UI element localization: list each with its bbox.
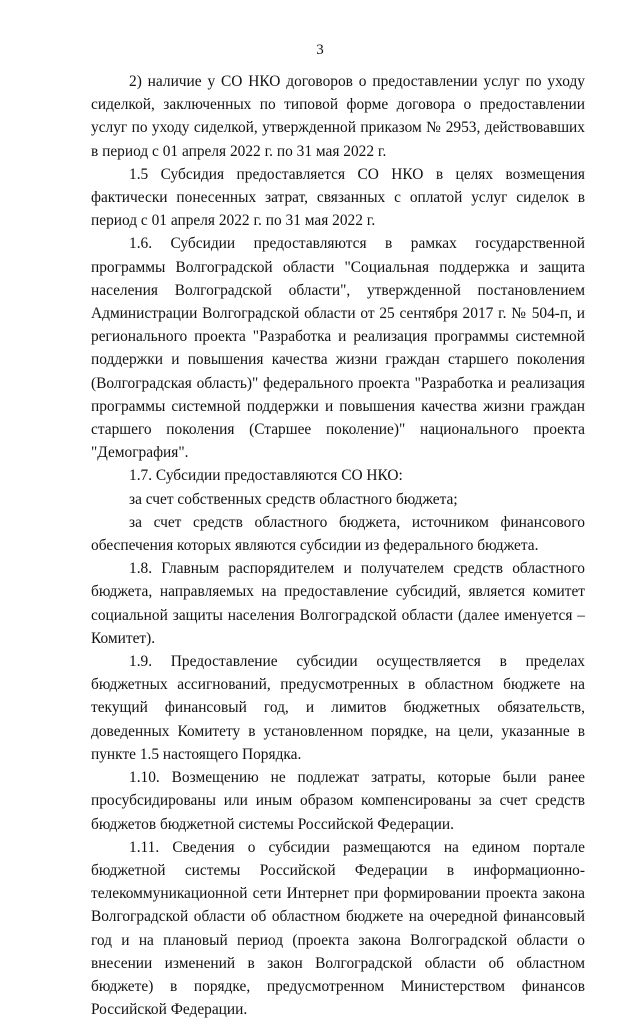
paragraph-1-7-item-2: за счет средств областного бюджета, источником финансового обеспечения которых являются субсидии из федерального бюджета. bbox=[91, 513, 585, 555]
paragraph-1-10: 1.10. Возмещению не подлежат затраты, которые были ранее просубсидированы или иным образом компенсированы за счет средств бюджетов бюджетной системы Российской Федерации. bbox=[91, 769, 585, 833]
page-number: 3 bbox=[316, 42, 324, 58]
paragraph-1-9: 1.9. Предоставление субсидии осуществляется в пределах бюджетных ассигнований, предусмотренных в областном бюджете на текущий финансовый год, и лимитов бюджетных обязательств, доведенных Комитету в установленном порядке, на цели, указанные в пункте 1.5 настоящего Порядка. bbox=[91, 653, 585, 763]
paragraph-1-8: 1.8. Главным распорядителем и получателем средств областного бюджета, направляемых на предоставление субсидий, является комитет социальной защиты населения Волгоградской области (далее именуется – Комитет). bbox=[91, 560, 585, 647]
paragraph-1-7: 1.7. Субсидии предоставляются СО НКО: bbox=[129, 467, 403, 485]
paragraph-1-7-item-1: за счет собственных средств областного бюджета; bbox=[129, 490, 458, 508]
document-body bbox=[91, 70, 585, 1021]
paragraph-1-5: 1.5 Субсидия предоставляется СО НКО в целях возмещения фактически понесенных затрат, связанных с оплатой услуг сиделок в период с 01 апреля 2022 г. по 31 мая 2022 г. bbox=[91, 165, 585, 230]
paragraph-1-11: 1.11. Сведения о субсидии размещаются на едином портале бюджетной системы Российской Федерации в информационно-телекоммуникационной сети Интернет при формировании проекта закона Волгоградской области об областном бюджете на очередной финансовый год и на плановый период (проекта закона Волгоградской области о внесении изменений в закон Волгоградской области об областном бюджете) в порядке, предусмотренном Министерством финансов Российской Федерации. bbox=[91, 838, 585, 1019]
paragraph-1-6: 1.6. Субсидии предоставляются в рамках государственной программы Волгоградской области "Социальная поддержка и защита населения Волгоградской области", утвержденной постановлением Администрации Волгоградской области от 25 сентября 2017 г. № 504-п, и регионального проекта "Разработка и реализация программы системной поддержки и повышения качества жизни граждан старшего поколения (Волгоградская область)" федерального проекта "Разработка и реализация программы системной поддержки и повышения качества жизни граждан старшего поколения (Старшее поколение)" национального проекта "Демография". bbox=[91, 235, 585, 462]
paragraph-item-2: 2) наличие у СО НКО договоров о предоставлении услуг по уходу сиделкой, заключенных по типовой форме договора о предоставлении услуг по уходу сиделкой, утвержденной приказом № 2953, действовавших в период с 01 апреля 2022 г. по 31 мая 2022 г. bbox=[91, 73, 585, 160]
